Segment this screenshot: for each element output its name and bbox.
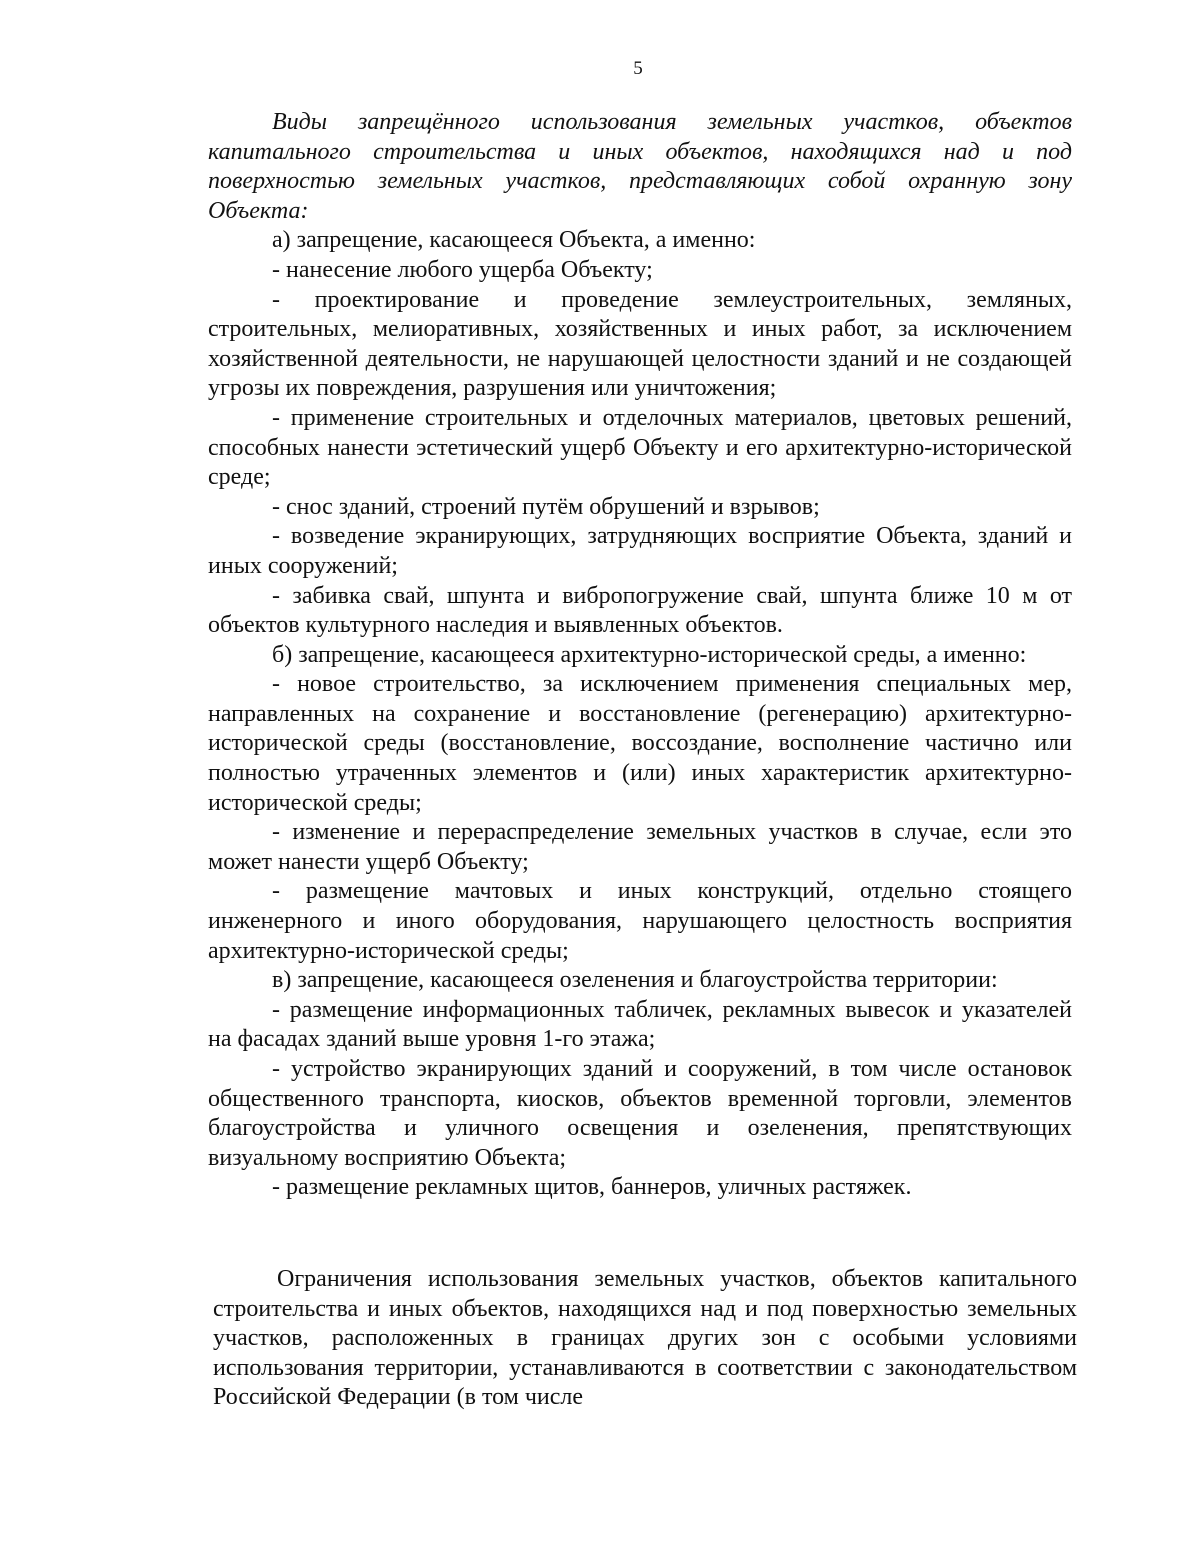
section-a-item: - применение строительных и отделочных материалов, цветовых решений, способных нанести эстетический ущерб Объекту и его архитектурно-исторической среде; <box>208 404 1072 491</box>
section-c-item: - устройство экранирующих зданий и сооружений, в том числе остановок общественного транспорта, киосков, объектов временной торговли, элементов благоустройства и уличного освещения и озеленения, препятствующих визуальному восприятию Объекта; <box>208 1056 1072 1171</box>
section-c-title: в) запрещение, касающееся озеленения и благоустройства территории: <box>272 967 998 994</box>
page-number: 5 <box>633 58 643 79</box>
section-a-title: а) запрещение, касающееся Объекта, а именно: <box>272 227 756 254</box>
section-b-title: б) запрещение, касающееся архитектурно-исторической среды, а именно: <box>272 641 1027 668</box>
section-b-item: - новое строительство, за исключением применения специальных мер, направленных на сохранение и восстановление (регенерацию) архитектурно-исторической среды (восстановление, воссоздание, восполнение частично или полностью утраченных элементов и (или) иных характеристик архитектурно-исторической среды; <box>208 671 1072 816</box>
restrictions-text-block <box>213 1265 1077 1413</box>
section-a-item: - возведение экранирующих, затрудняющих восприятие Объекта, зданий и иных сооружений; <box>208 523 1072 579</box>
section-a-item: - проектирование и проведение землеустроительных, земляных, строительных, мелиоративных, хозяйственных и иных работ, за исключением хозяйственной деятельности, не нарушающей целостности зданий и не создающей угрозы их повреждения, разрушения или уничтожения; <box>208 286 1072 402</box>
section-b-item: - размещение мачтовых и иных конструкций, отдельно стоящего инженерного и иного оборудования, нарушающего целостность восприятия архитектурно-исторической среды; <box>208 878 1072 964</box>
main-text-block <box>208 108 1072 1203</box>
section-b-item: - изменение и перераспределение земельных участков в случае, если это может нанести ущерб Объекту; <box>208 819 1072 875</box>
restrictions-paragraph: Ограничения использования земельных участков, объектов капитального строительства и иных объектов, находящихся над и под поверхностью земельных участков, расположенных в границах других зон с особыми условиями использования территории, устанавливаются в соответствии с законодательством Российской Федерации (в том числе <box>213 1266 1077 1411</box>
section-a-item: - нанесение любого ущерба Объекту; <box>272 256 653 283</box>
section-c-item: - размещение информационных табличек, рекламных вывесок и указателей на фасадах зданий выше уровня 1-го этажа; <box>208 996 1072 1053</box>
section-heading: Виды запрещённого использования земельных участков, объектов капитального строительства и иных объектов, находящихся над и под поверхностью земельных участков, представляющих собой охранную зону Объекта: <box>208 109 1072 224</box>
section-a-item: - забивка свай, шпунта и вибропогружение свай, шпунта ближе 10 м от объектов культурного наследия и выявленных объектов. <box>208 582 1072 639</box>
section-c-item: - размещение рекламных щитов, баннеров, уличных растяжек. <box>272 1174 912 1201</box>
section-a-item: - снос зданий, строений путём обрушений и взрывов; <box>272 493 820 520</box>
